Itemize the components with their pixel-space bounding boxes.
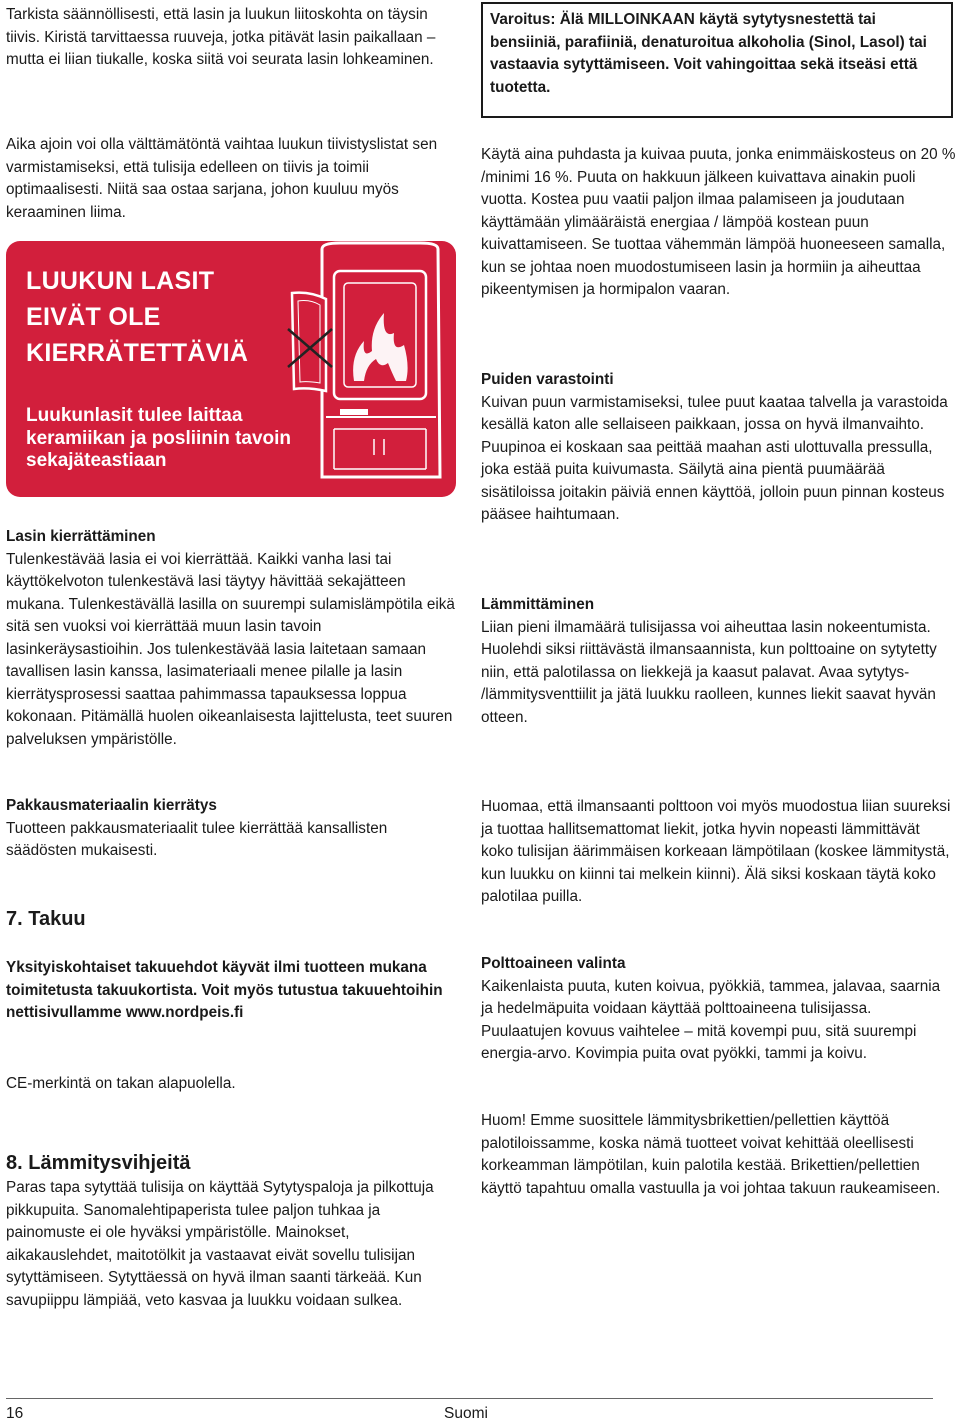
banner-subtitle: Luukunlasit tulee laittaa keramiikan ja posliinin tavoin sekajäteastiaan [26, 405, 292, 471]
heating-section [481, 594, 956, 729]
wood-storage-heading: Puiden varastointi [481, 371, 614, 388]
footer-rule [6, 1398, 933, 1399]
packaging-heading: Pakkausmateriaalin kierrätys [6, 797, 217, 814]
wood-storage-body: Kuivan puun varmistamiseksi, tulee puut kaataa talvella ja varastoida kesällä katon alle sellaiseen paikkaan, jossa on hyvä ilmanvaihto. Puupinoa ei koskaan saa peittää maahan asti ulottuvalla pressulla, joka estää puita kuivumasta. Säilytä aina pientä puumäärää sisätiloissa joitakin päiviä ennen käyttöä, jolloin puun pinnan kosteus pääsee haihtumaan. [481, 393, 948, 523]
banner-title-line3: KIERRÄTETTÄVIÄ [26, 339, 249, 367]
recycling-warning-banner [6, 241, 456, 497]
heating-heading: Lämmittäminen [481, 596, 595, 613]
stove-illustration [280, 241, 456, 497]
ce-marking-note: CE-merkintä on takan alapuolella. [6, 1075, 236, 1092]
banner-title-line1: LUUKUN LASIT [26, 267, 215, 295]
packaging-body: Tuotteen pakkausmateriaalit tulee kierrättää kansallisten säädösten mukaisesti. [6, 819, 388, 859]
banner-title-line2: EIVÄT OLE [26, 303, 161, 331]
page-number: 16 [6, 1405, 24, 1422]
section-8-title: 8. Lämmitysvihjeitä [6, 1152, 191, 1174]
fuel-body: Kaikenlaista puuta, kuten koivua, pyökkiä, tammea, jalavaa, saarnia ja hedelmäpuita voidaan käyttää polttoaineena tulisijassa. Puulaatujen kovuus vaihtelee – mitä kovempi puu, sitä suurempi energia-arvo. Kovimpia puita ovat pyökki, tammi ja koivu. [481, 977, 941, 1062]
glass-recycling-body: Tulenkestävää lasia ei voi kierrättää. Kaikki vanha lasi tai käyttökelvoton tulenkestävä lasi täytyy hävittää sekajätteen mukana. Tulenkestävällä lasilla on suurempi sulamislämpötila eikä sitä sen vuoksi voi kierrättää muun lasin tavoin lasinkeräysastioihin. Jos tulenkestävää lasia laitetaan samaan tavallisen lasin kanssa, lasimateriaali menee pilalle ja lasin kierrätysprosessi saattaa pahimmassa tapauksessa loppua kokonaan. Pitämällä huolen oikeanlaisesta lajittelusta, teet suuren palveluksen ympäristölle. [6, 550, 455, 748]
glass-recycling-heading: Lasin kierrättäminen [6, 528, 156, 545]
packaging-section [6, 795, 456, 863]
fuel-section [481, 953, 956, 1066]
section-7-title: 7. Takuu [6, 908, 86, 930]
gasket-paragraph: Aika ajoin voi olla välttämätöntä vaihtaa luukun tiivistyslistat sen varmistamiseksi, että tulisija edelleen on tiivis ja toimii optimaalisesti. Niitä saa ostaa sarjana, johon kuuluu myös keraaminen liima. [6, 136, 438, 221]
warning-box: Varoitus: Älä MILLOINKAAN käytä sytytysnestettä tai bensiiniä, parafiiniä, denaturoitua alkoholia (Sinol, Lasol) tai vastaavia sytyttämiseen. Voit vahingoittaa sekä itseäsi että tuotetta. [481, 2, 953, 118]
heating-tips-paragraph: Paras tapa sytyttää tulisija on käyttää Sytytyspaloja ja pilkottuja pikkupuita. Sanomalehtipaperista tulee paljon tuhkaa ja painomuste ei ole hyväksi ympäristölle. Mainokset, aikakauslehdet, maitotölkit ja vastaavat eivät sovellu tulisijan sytyttämiseen. Sytyttäessä on hyvä ilman saanti tärkeää. Kun savupiippu lämpiää, veto kasvaa ja luukku voidaan sulkea. [6, 1179, 434, 1309]
wood-storage-section [481, 369, 956, 527]
briquette-note: Huom! Emme suosittele lämmitysbrikettien/pellettien käyttöä palotiloissamme, koska nämä tuotteet voivat kehittää oleellisesti korkeamman lämpötilan, kuin palotila kestää. Brikettien/pellettien käyttö tapahtuu omalla vastuulla ja voi johtaa takuun raukeamiseen. [481, 1112, 941, 1197]
air-supply-note: Huomaa, että ilmansaanti polttoon voi myös muodostua liian suureksi ja tuottaa hallitsemattomat liekit, jotka hyvin nopeasti lämmittävät koko tulisijan äärimmäisen korkeaan lämpötilaan (koskee lämmitystä, kun luukku on kiinni tai melkein kiinni). Älä siksi koskaan täytä koko palotilaa puilla. [481, 798, 951, 905]
glass-recycling-section [6, 526, 456, 751]
fuel-heading: Polttoaineen valinta [481, 955, 626, 972]
dry-wood-paragraph: Käytä aina puhdasta ja kuivaa puuta, jonka enimmäiskosteus on 20 % /minimi 16 %. Puuta on hakkuun jälkeen kuivattava ainakin puoli vuotta. Kostea puu vaatii paljon ilmaa palamiseen ja joudutaan käyttämään ylimääräistä energiaa / lämpöä kostean puun kuivattamiseen. Se tuottaa vähemmän lämpöä huoneeseen samalla, kun se johtaa noen muodostumiseen lasin ja hormiin ja aiheuttaa pikeentymisen ja hormipalon vaaran. [481, 146, 956, 298]
glass-check-paragraph: Tarkista säännöllisesti, että lasin ja luukun liitoskohta on täysin tiivis. Kiristä tarvittaessa ruuveja, jotka pitävät lasin paikallaan – mutta ei liian tiukalle, koska siitä voi seurata lasin lohkeaminen. [6, 6, 436, 68]
heating-body: Liian pieni ilmamäärä tulisijassa voi aiheuttaa lasin nokeentumista. Huolehdi siksi riittävästä ilmansaannista, kun polttoaine on sytytetty niin, että palotilassa on liekkejä ja kaasut palavat. Avaa sytytys- /lämmitysventtiilit ja jätä luukku raolleen, kunnes liekit saavat hyvän otteen. [481, 618, 937, 726]
warranty-paragraph: Yksityiskohtaiset takuuehdot käyvät ilmi tuotteen mukana toimitetusta takuukortista. Voit myös tutustua takuuehtoihin nettisivullamme www.nordpeis.fi [6, 959, 443, 1021]
footer-language: Suomi [444, 1405, 488, 1422]
